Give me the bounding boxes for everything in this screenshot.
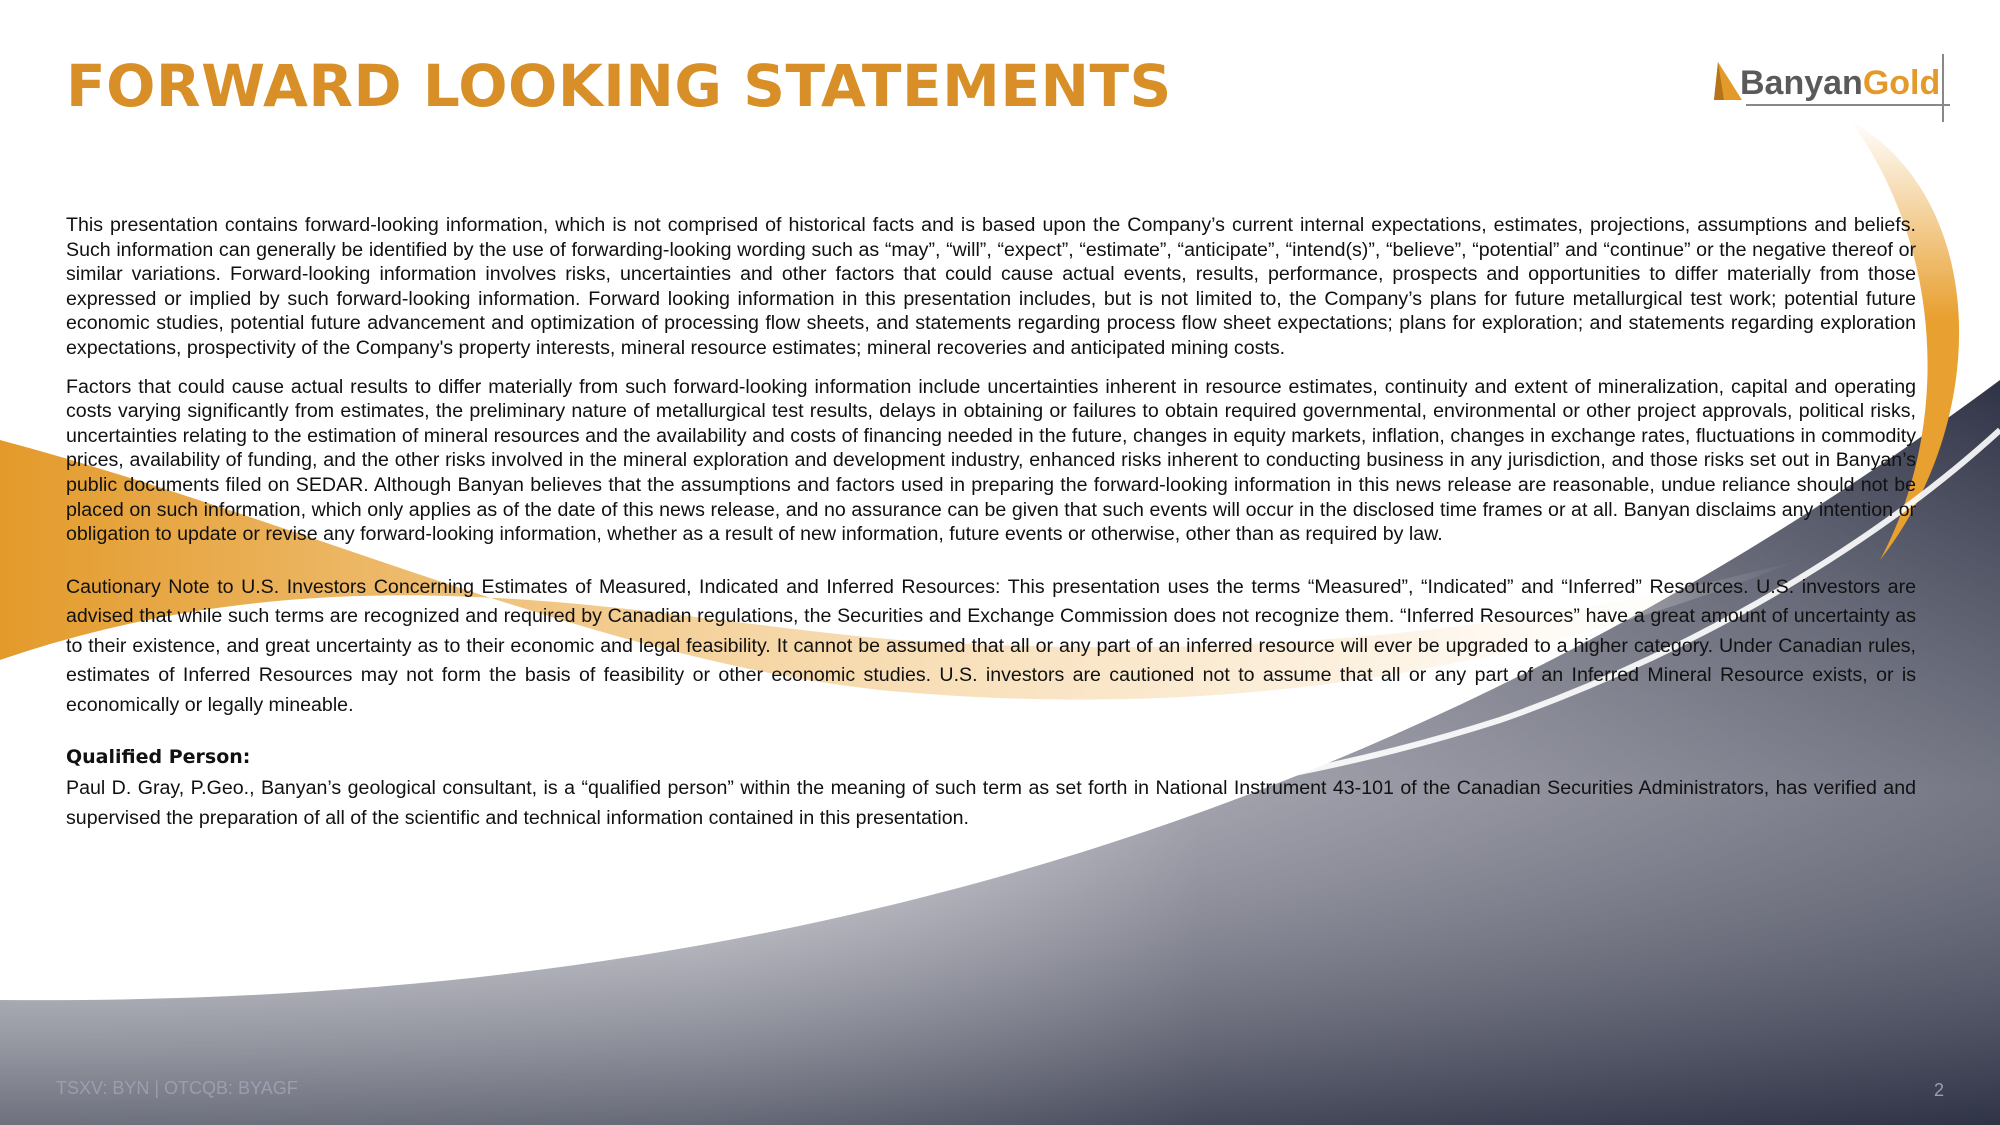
footer-ticker: TSXV: BYN | OTCQB: BYAGF	[56, 1078, 298, 1098]
risk-factors-paragraph: Factors that could cause actual results to differ materially from such forward-looking information include uncertainties inherent in resource estimates, continuity and extent of mineralization, capital and operating costs varying significantly from estimates, the preliminary nature of metallurgical test results, delays in obtaining or failures to obtain required governmental, environmental or other project approvals, political risks, uncertainties relating to the estimation of mineral resources and the availability and costs of financing needed in the future, changes in equity markets, inflation, changes in exchange rates, fluctuations in commodity prices, availability of funding, and the other risks involved in the mineral exploration and development industry, enhanced risks inherent to conducting business in any jurisdiction, and those risks set out in Banyan’s public documents filed on SEDAR. Although Banyan believes that the assumptions and factors used in preparing the forward-looking information in this news release are reasonable, undue reliance should not be placed on such information, which only applies as of the date of this news release, and no assurance can be given that such events will occur in the disclosed time frames or at all. Banyan disclaims any intention or obligation to update or revise any forward-looking information, whether as a result of new information, future events or otherwise, other than as required by law.	[66, 375, 1916, 546]
qualified-person-paragraph: Paul D. Gray, P.Geo., Banyan’s geological consultant, is a “qualified person” within the meaning of such term as set forth in National Instrument 43-101 of the Canadian Securities Administrators, has verified and supervised the preparation of all of the scientific and technical information contained in this presentation.	[66, 777, 1916, 829]
page-number: 2	[1933, 1080, 1944, 1100]
statement-body	[66, 213, 1916, 833]
page-title: FORWARD LOOKING STATEMENTS	[66, 52, 1172, 120]
logo-text-banyan: Banyan	[1740, 64, 1863, 102]
banyan-gold-logo	[1710, 54, 1950, 124]
logo-text-gold: Gold	[1862, 64, 1941, 102]
cautionary-note-paragraph: Cautionary Note to U.S. Investors Concerning Estimates of Measured, Indicated and Inferred Resources: This presentation uses the terms “Measured”, “Indicated” and “Inferred” Resources. U.S. investors are advised that while such terms are recognized and required by Canadian regulations, the Securities and Exchange Commission does not recognize them. “Inferred Resources” have a great amount of uncertainty as to their existence, and great uncertainty as to their economic and legal feasibility. It cannot be assumed that all or any part of an inferred resource will ever be upgraded to a higher category. Under Canadian rules, estimates of Inferred Resources may not form the basis of feasibility or other economic studies. U.S. investors are cautioned not to assume that all or any part of an Inferred Mineral Resource exists, or is economically or legally mineable.	[66, 575, 1916, 716]
forward-looking-paragraph: This presentation contains forward-looking information, which is not comprised of historical facts and is based upon the Company’s current internal expectations, estimates, projections, assumptions and beliefs. Such information can generally be identified by the use of forwarding-looking wording such as “may”, “will”, “expect”, “estimate”, “anticipate”, “intend(s)”, “believe”, “potential” and “continue” or the negative thereof or similar variations. Forward-looking information involves risks, uncertainties and other factors that could cause actual events, results, performance, prospects and opportunities to differ materially from those expressed or implied by such forward-looking information. Forward looking information in this presentation includes, but is not limited to, the Company’s plans for future metallurgical test work; potential future economic studies, potential future advancement and optimization of processing flow sheets, and statements regarding process flow sheet expectations; plans for exploration; and statements regarding exploration expectations, prospectivity of the Company's property interests, mineral resource estimates; mineral recoveries and anticipated mining costs.	[66, 214, 1916, 359]
logo-wordmark	[1740, 64, 1940, 103]
logo-underline	[1746, 104, 1950, 106]
qualified-person-heading: Qualified Person:	[66, 746, 251, 769]
logo-vertical-rule	[1942, 54, 1944, 122]
